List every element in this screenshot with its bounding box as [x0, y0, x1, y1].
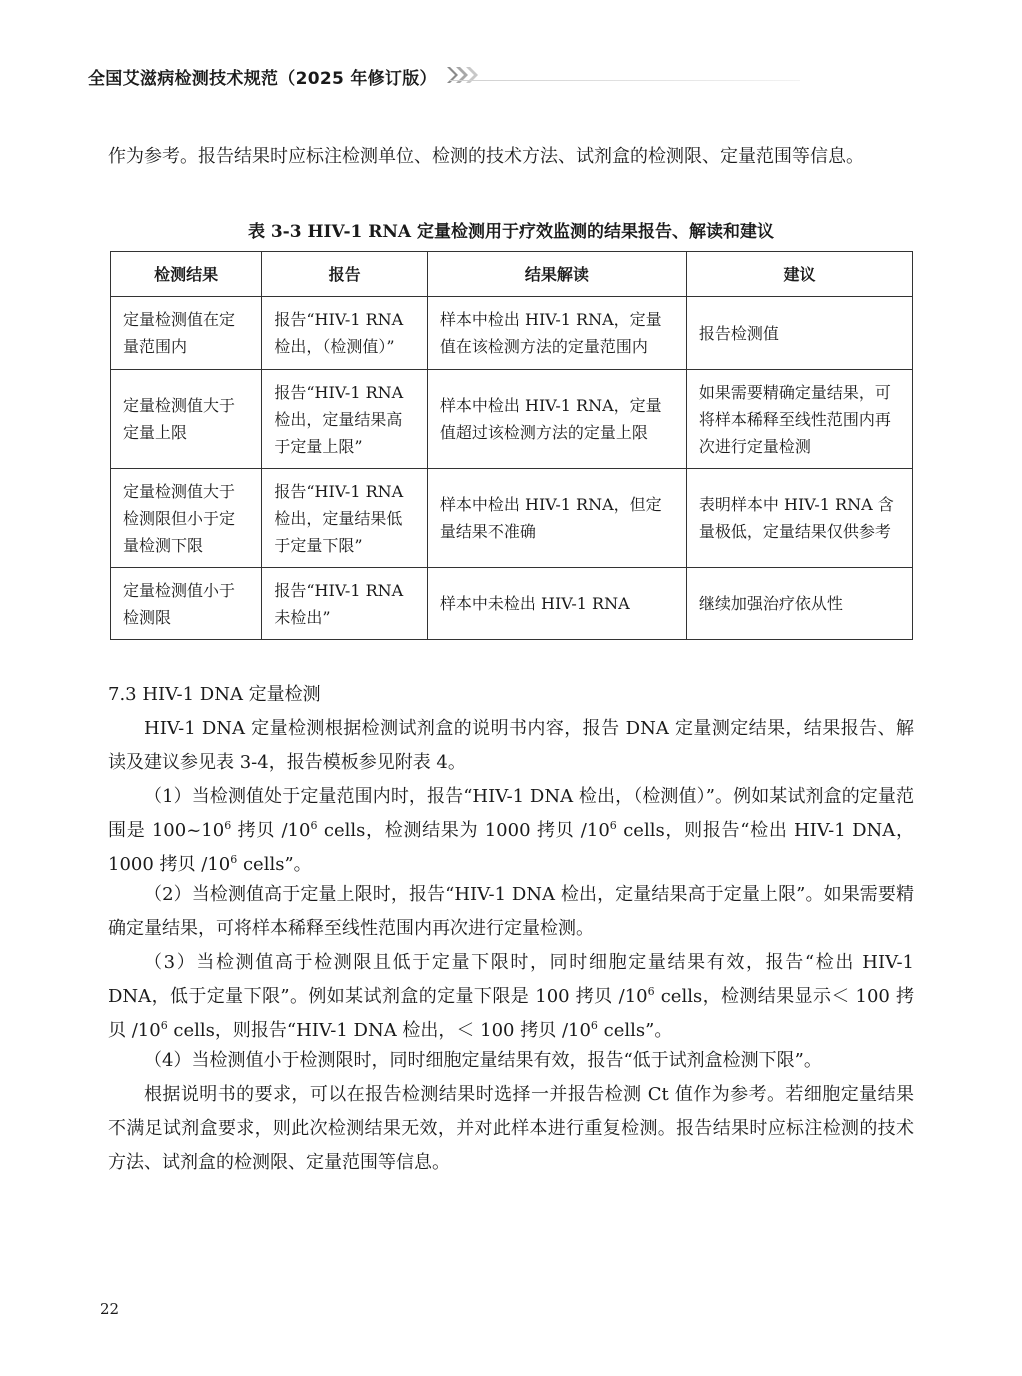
table-row — [111, 469, 913, 568]
text-run: cells，检测结果为 1000 拷贝 /10 — [317, 820, 610, 841]
text-run: 拷贝 /10 — [231, 820, 311, 841]
header-cell-advice: 建议 — [686, 252, 912, 297]
running-header — [88, 64, 481, 89]
table-cell: 定量检测值小于检测限 — [111, 568, 262, 640]
section-heading: 7.3 HIV-1 DNA 定量检测 — [108, 684, 321, 705]
page-number: 22 — [100, 1300, 120, 1318]
header-cell-interpretation: 结果解读 — [427, 252, 686, 297]
table-caption: 表 3-3 HIV-1 RNA 定量检测用于疗效监测的结果报告、解读和建议 — [247, 222, 775, 242]
table-cell: 如果需要精确定量结果，可将样本稀释至线性范围内再次进行定量检测 — [686, 370, 912, 469]
table-cell: 报告检测值 — [686, 297, 912, 370]
table-cell: 定量检测值大于检测限但小于定量检测下限 — [111, 469, 262, 568]
table-cell: 报告“HIV-1 RNA 检出，（检测值）” — [262, 297, 428, 370]
text-run: cells”。 — [597, 1020, 673, 1041]
text-run: cells”。 — [237, 854, 312, 875]
paragraph-item-3 — [108, 946, 914, 1048]
paragraph-item-2: （2）当检测值高于定量上限时，报告“HIV-1 DNA 检出，定量结果高于定量上限”。如果需要精确定量结果，可将样本稀释至线性范围内再次进行定量检测。 — [108, 884, 914, 939]
table-cell: 报告“HIV-1 RNA 检出，定量结果高于定量上限” — [262, 370, 428, 469]
table-cell: 报告“HIV-1 RNA 未检出” — [262, 568, 428, 640]
table-cell: 定量检测值大于定量上限 — [111, 370, 262, 469]
text-run: cells，检测结果显示＜ 100 拷贝 /10 — [108, 986, 914, 1041]
superscript: 6 — [647, 985, 655, 998]
superscript: 6 — [609, 819, 617, 832]
paragraph-item-1 — [108, 780, 914, 882]
paragraph-closing: 根据说明书的要求，可以在报告检测结果时选择一并报告检测 Ct 值作为参考。若细胞定量结果不满足试剂盒要求，则此次检测结果无效，并对此样本进行重复检测。报告结果时应标注检测的技术方法、试剂盒的检测限、定量范围等信息。 — [108, 1084, 914, 1173]
table-row — [111, 297, 913, 370]
header-rule — [450, 80, 800, 81]
intro-paragraph: 作为参考。报告结果时应标注检测单位、检测的技术方法、试剂盒的检测限、定量范围等信息。 — [108, 146, 864, 167]
table-row — [111, 370, 913, 469]
table-cell: 报告“HIV-1 RNA 检出，定量结果低于定量下限” — [262, 469, 428, 568]
paragraph-dna-intro: HIV-1 DNA 定量检测根据检测试剂盒的说明书内容，报告 DNA 定量测定结果，结果报告、解读及建议参见表 3-4，报告模板参见附表 4。 — [108, 718, 914, 773]
table-cell: 样本中检出 HIV-1 RNA，定量值在该检测方法的定量范围内 — [427, 297, 686, 370]
header-cell-result: 检测结果 — [111, 252, 262, 297]
text-run: （1）当检测值处于定量范围内时，报告“HIV-1 DNA 检出，（检测值）”。例如某试剂盒的定量范围是 100~10 — [108, 786, 914, 841]
table-cell: 样本中检出 HIV-1 RNA，定量值超过该检测方法的定量上限 — [427, 370, 686, 469]
superscript: 6 — [230, 853, 238, 866]
chevrons-icon — [447, 65, 481, 89]
results-table — [110, 251, 913, 640]
superscript: 6 — [310, 819, 318, 832]
text-run: （3）当检测值高于检测限且低于定量下限时，同时细胞定量结果有效，报告“检出 HIV-1 DNA，低于定量下限”。例如某试剂盒的定量下限是 100 拷贝 /10 — [108, 952, 914, 1007]
text-run: cells，则报告“HIV-1 DNA 检出，＜ 100 拷贝 /10 — [167, 1020, 591, 1041]
superscript: 6 — [590, 1019, 598, 1032]
table-cell: 样本中未检出 HIV-1 RNA — [427, 568, 686, 640]
table-cell: 表明样本中 HIV-1 RNA 含量极低，定量结果仅供参考 — [686, 469, 912, 568]
table-cell: 样本中检出 HIV-1 RNA，但定量结果不准确 — [427, 469, 686, 568]
table-header-row — [111, 252, 913, 297]
table-row — [111, 568, 913, 640]
superscript: 6 — [160, 1019, 168, 1032]
header-cell-report: 报告 — [262, 252, 428, 297]
paragraph-item-4: （4）当检测值小于检测限时，同时细胞定量结果有效，报告“低于试剂盒检测下限”。 — [144, 1050, 822, 1071]
text-run: cells，则报告“检出 HIV-1 DNA，1000 拷贝 /10 — [108, 820, 914, 875]
table-cell: 定量检测值在定量范围内 — [111, 297, 262, 370]
running-header-title: 全国艾滋病检测技术规范（2025 年修订版） — [88, 69, 437, 89]
table-cell: 继续加强治疗依从性 — [686, 568, 912, 640]
superscript: 6 — [224, 819, 232, 832]
